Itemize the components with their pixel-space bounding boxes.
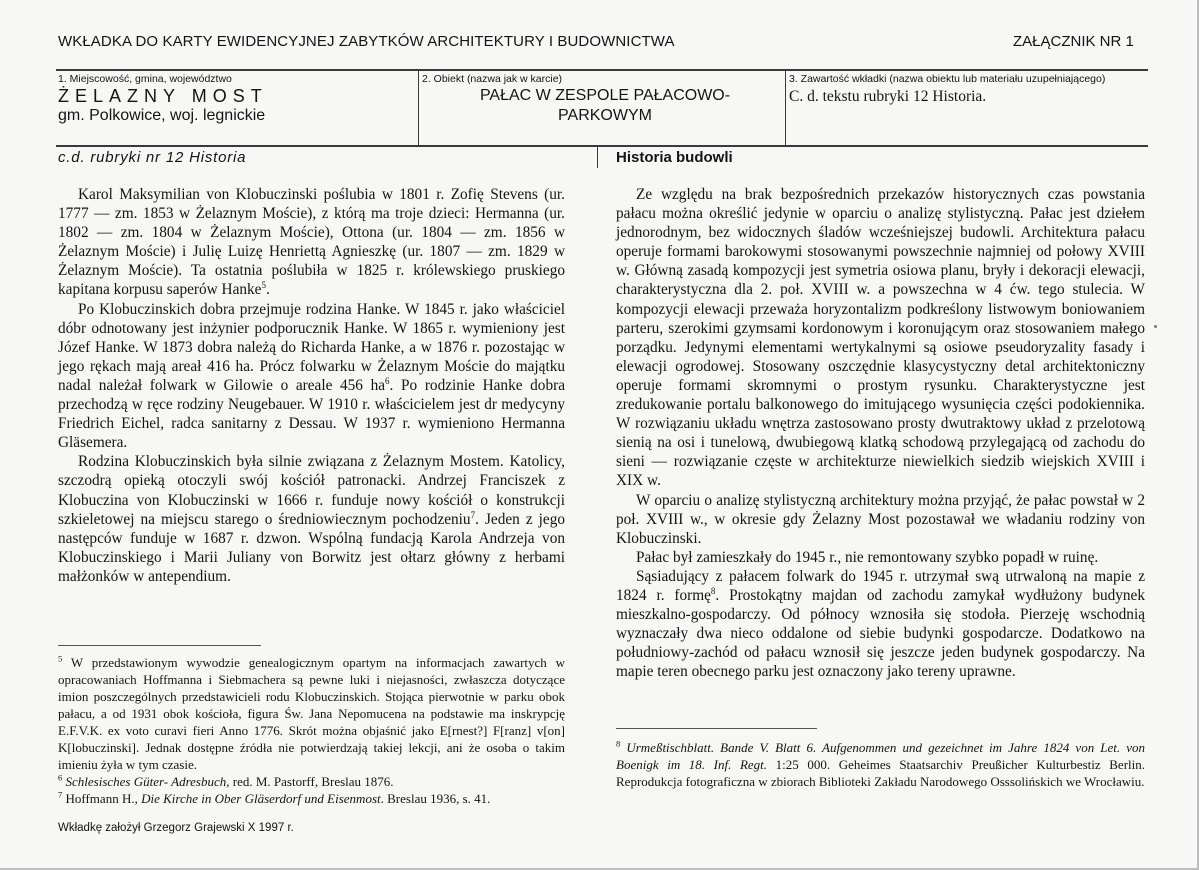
content-cell <box>787 71 1147 145</box>
left-footnotes <box>58 654 565 807</box>
text-run: Po Klobuczinskich dobra przejmuje rodzina Hanke. W 1845 r. jako właściciel dóbr odnotowany jest inżynier podporucznik Hanke. W 1865 r. wymieniony jest Józef Hanke. W 1873 dobra należą do Richarda Hanke, a w 1876 r. pozostając w jego rękach mają areał 416 ha. Prócz folwarku w Żelaznym Moście do majątku nadal należał folwark w Gilowie o areale 456 ha <box>58 300 565 394</box>
location-cell <box>56 71 416 145</box>
identification-table <box>56 69 1148 147</box>
paragraph: Pałac był zamieszkały do 1945 r., nie remontowany szybko popadł w ruinę. <box>636 548 1099 566</box>
column-divider <box>597 147 598 168</box>
cell-divider <box>418 71 419 145</box>
text-run: Rodzina Klobuczinskich była silnie związana z Żelaznym Mostem. Katolicy, szczodrą opieką otoczyli swój kościół patronacki. Andrzej Franciszek z Klobuczina von Klobuczinski w 1666 r. funduje nowy kościół o konstrukcji szkieletowej na miejscu starego o średniowiecznym pochodzeniu <box>58 453 565 528</box>
footnote-8 <box>616 739 1145 790</box>
paragraph <box>58 300 565 453</box>
text-run: . Prostokątny majdan od zachodu zamykał wydłużony budynek mieszkalno-gospodarczy. Od północy wznosiła się stodoła. Pierzeję wschodnią wyznaczały dwa nieco oddalone od siebie budynki gospodarcze. Dodatkowo na południowy-zachód od pałacu wznosił się jeszcze jeden budynek gospodarczy. Na mapie teren obecnego parku jest oznaczony jako tereny uprawne. <box>616 586 1145 681</box>
location-label: 1. Miejscowość, gmina, województwo <box>58 73 232 85</box>
footnote-ref: 7 <box>470 509 476 520</box>
footnote-ref: 5 <box>261 280 266 291</box>
object-name-line2: PARKOWYM <box>558 107 652 124</box>
right-footnotes <box>616 739 1145 790</box>
footnote-title: Schlesisches Güter- Adresbuch <box>65 774 227 789</box>
object-name-line1: PAŁAC W ZESPOLE PAŁACOWO- <box>479 87 731 104</box>
footnote-number: 7 <box>58 789 63 800</box>
scan-speck <box>1154 325 1157 328</box>
footnote-author: Hoffmann H., <box>65 791 142 806</box>
footnote-title: Die Kirche in Ober Gläserdorf und Eisenmost <box>141 791 381 806</box>
text-run: . Po rodzinie Hanke dobra przechodzą w ręce rodziny Neugebauer. W 1910 r. właścicielem jest dr medycyny Friedrich Eichel, radca sanitarny z Dessau. W 1937 r. wymieniono Hermanna Gläsemera. <box>58 376 565 452</box>
object-label: 2. Obiekt (nazwa jak w karcie) <box>422 73 563 85</box>
text-run: . Jeden z jego następców funduje w 1687 r. dzwon. Wspólną fundacją Karola Andrzeja von Klobuczinskiego i Marii Juliany von Borwitz jest ołtarz główny z herbami małżonków w antependium. <box>58 510 565 585</box>
footnote-text: , red. M. Pastorff, Breslau 1876. <box>226 774 394 789</box>
cell-divider <box>785 71 786 145</box>
footnote-text: W przedstawionym wywodzie genealogicznym opartym na informacjach zawartych w opracowaniach Hoffmanna i Siebmachera są pewne luki i niejasności, zwłaszcza dotyczące imion poszczególnych przedstawicieli rodu Klobuczinskich. Stojąca pierwotnie w parku obok pałacu, a od 1931 obok kościoła, figura Św. Jana Nepomucena na podstawie ma inskrypcję E.F.V.K. ex voto curavi fieri Anno 1776. Skrót można objaśnić jako E[rnest?] F[ranz] v[on] K[lobuczinski]. Jednak dostępne źródła nie potwierdzają takiej lekcji, ani że osoba o takim imieniu żyła w tym czasie. <box>58 655 565 772</box>
content-text: C. d. tekstu rubryki 12 Historia. <box>789 88 987 105</box>
annex-label: ZAŁĄCZNIK NR 1 <box>1013 33 1134 50</box>
text-run: . <box>265 281 270 299</box>
footnote-text: . Breslau 1936, s. 41. <box>380 791 491 806</box>
footnote-number: 5 <box>58 653 63 664</box>
text-run: Karol Maksymilian von Klobuczinski poślubia w 1801 r. Zofię Stevens (ur. 1777 — zm. 1853 w Żelaznym Moście), z którą ma troje dzieci: Hermanna (ur. 1802 — zm. 1804 w Żelaznym Moście), Ottona (ur. 1804 — zm. 1856 w Żelaznym Moście) i Julię Luizę Henriettą Agnieszkę (ur. 1807 — zm. 1829 w Żelaznym Moście). Ta ostatnia poślubiła w 1825 r. królewskiego pruskiego kapitana korpusu saperów Hanke <box>58 186 565 299</box>
location-municipality: gm. Polkowice, woj. legnickie <box>58 107 266 124</box>
footnote-6 <box>58 773 565 790</box>
text-run: Sąsiadujący z pałacem folwark do 1945 r. utrzymał swą utrwaloną na mapie z 1824 r. formę <box>616 567 1145 604</box>
footnote-number: 8 <box>616 738 621 749</box>
left-column-text <box>58 185 565 586</box>
author-note: Wkładkę założył Grzegorz Grajewski X 1997 r. <box>58 822 294 834</box>
footnote-7 <box>58 790 565 807</box>
document-title: WKŁADKA DO KARTY EWIDENCYJNEJ ZABYTKÓW ARCHITEKTURY I BUDOWNICTWA <box>58 33 675 50</box>
content-label: 3. Zawartość wkładki (nazwa obiektu lub materiału uzupełniającego) <box>789 73 1106 85</box>
paragraph: W oparciu o analizę stylistyczną architektury można przyjąć, że pałac powstał w 2 poł. XVIII w., w okresie gdy Żelazny Most pozostawał we władaniu rodziny von Klobuczinski. <box>616 491 1145 547</box>
footnote-rule <box>616 728 817 729</box>
footnote-title: Urmeßtischblatt. Bande V. Blatt 6. Aufgenommen und gezeichnet im Jahre 1824 von Let. von Boenigk im 18. Inf. Regt. <box>616 740 1146 772</box>
footnote-ref: 8 <box>710 585 716 596</box>
location-name: ŻELAZNY MOST <box>58 86 268 106</box>
paragraph <box>58 452 565 586</box>
footnote-number: 6 <box>58 772 63 783</box>
paragraph: Ze względu na brak bezpośrednich przekazów historycznych czas powstania pałacu można określić jedynie w oparciu o analizę stylistyczną. Pałac jest dziełem jednorodnym, bez widocznych śladów wcześniejszej budowli. Architektura pałacu operuje formami barokowymi stosowanymi powszechnie najmniej od połowy XVIII w. Główną zasadą kompozycji jest symetria osiowa planu, bryły i dekoracji elewacji, charakterystyczna dla 2. poł. XVIII w. a powszechna w 4 ćw. tego stulecia. W kompozycji elewacji przeważa horyzontalizm podkreślony listwowym boniowaniem parteru, szerokimi gzymsami kordonowym i koronującym oraz stosowaniem małego porządku. Jedynymi elementami wertykalnymi są osiowe pseudoryzality fasady i elewacji ogrodowej. Stosowany oszczędnie klasycystyczny detal architektoniczny operuje formami skromnymi o prostym rysunku. Charakterystyczne jest zredukowanie portalu balkonowego do imitującego wysunięcia części podokiennika. W rozwiązaniu układu wnętrza zastosowano prosty dwutraktowy układ z przelotową sienią na osi i tunelową, dwubiegową klatką schodową przylegającą od zachodu do sieni — rozwiązanie częste w architekturze niewielkich siedzib wiejskich XVIII i XIX w. <box>616 186 1145 490</box>
footnote-rule <box>58 645 261 646</box>
object-name <box>420 86 790 126</box>
footnote-5 <box>58 654 565 773</box>
footnote-ref: 6 <box>385 375 390 386</box>
object-cell <box>420 71 784 145</box>
right-column-text <box>616 185 1145 681</box>
right-column-heading: Historia budowli <box>616 149 733 166</box>
paragraph <box>616 567 1145 682</box>
footnote-text: 1:25 000. Geheimes Staatsarchiv Preußicher Kulturbestiz Berlin. Reprodukcja fotograficzna w zbiorach Biblioteki Zakładu Narodowego Osssolińskich we Wrocławiu. <box>616 757 1145 789</box>
left-column-heading: c.d. rubryki nr 12 Historia <box>58 149 247 166</box>
paragraph <box>58 185 565 300</box>
